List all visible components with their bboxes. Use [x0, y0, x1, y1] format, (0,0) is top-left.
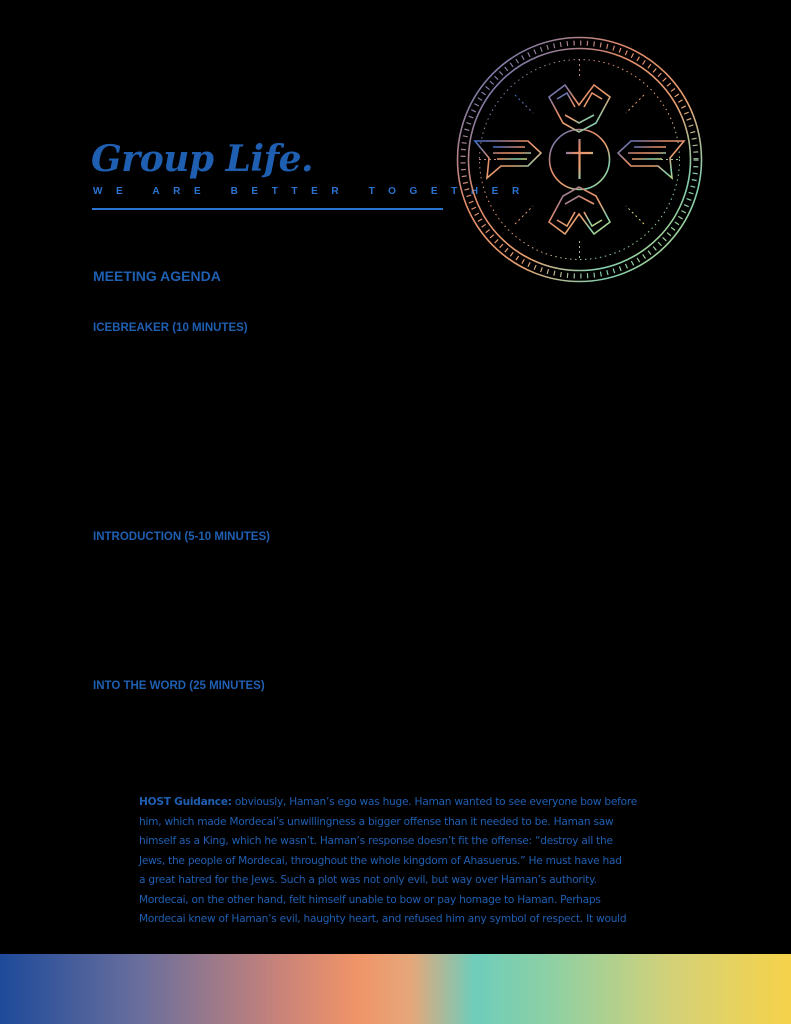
- host-guidance-label: HOST Guidance:: [139, 796, 232, 808]
- guidance-line: him, which made Mordecai’s unwillingness a bigger offense than it needed to be. Haman saw: [139, 815, 614, 828]
- host-guidance-paragraph: [139, 793, 699, 930]
- into-the-word-heading: INTO THE WORD (25 MINUTES): [93, 680, 265, 692]
- title-divider: [92, 208, 443, 210]
- guidance-line: a great hatred for the Jews. Such a plot was not only evil, but way over Haman’s authority.: [139, 874, 597, 886]
- icebreaker-heading: ICEBREAKER (10 MINUTES): [93, 322, 248, 334]
- guidance-line: Jews, the people of Mordecai, throughout the whole kingdom of Ahasuerus.” He must have had: [139, 854, 622, 867]
- guidance-line: obviously, Haman’s ego was huge. Haman wanted to see everyone bow before: [234, 796, 637, 808]
- hands-cross-emblem-icon: [453, 33, 706, 286]
- guidance-line: Mordecai, on the other hand, felt himself unable to bow or pay homage to Haman. Perhaps: [139, 893, 601, 906]
- guidance-line: himself as a King, which he wasn’t. Haman’s response doesn’t fit the offense: “destroy all the: [139, 835, 613, 847]
- meeting-agenda-heading: MEETING AGENDA: [93, 268, 221, 284]
- page-title: Group Life.: [91, 138, 314, 180]
- guidance-line: Mordecai knew of Haman’s evil, haughty heart, and refused him any symbol of respect. It would: [139, 913, 627, 925]
- tagline: WE ARE BETTER TOGETHER: [93, 186, 533, 197]
- introduction-heading: INTRODUCTION (5-10 MINUTES): [93, 531, 270, 543]
- footer-gradient-bar: [0, 954, 791, 1024]
